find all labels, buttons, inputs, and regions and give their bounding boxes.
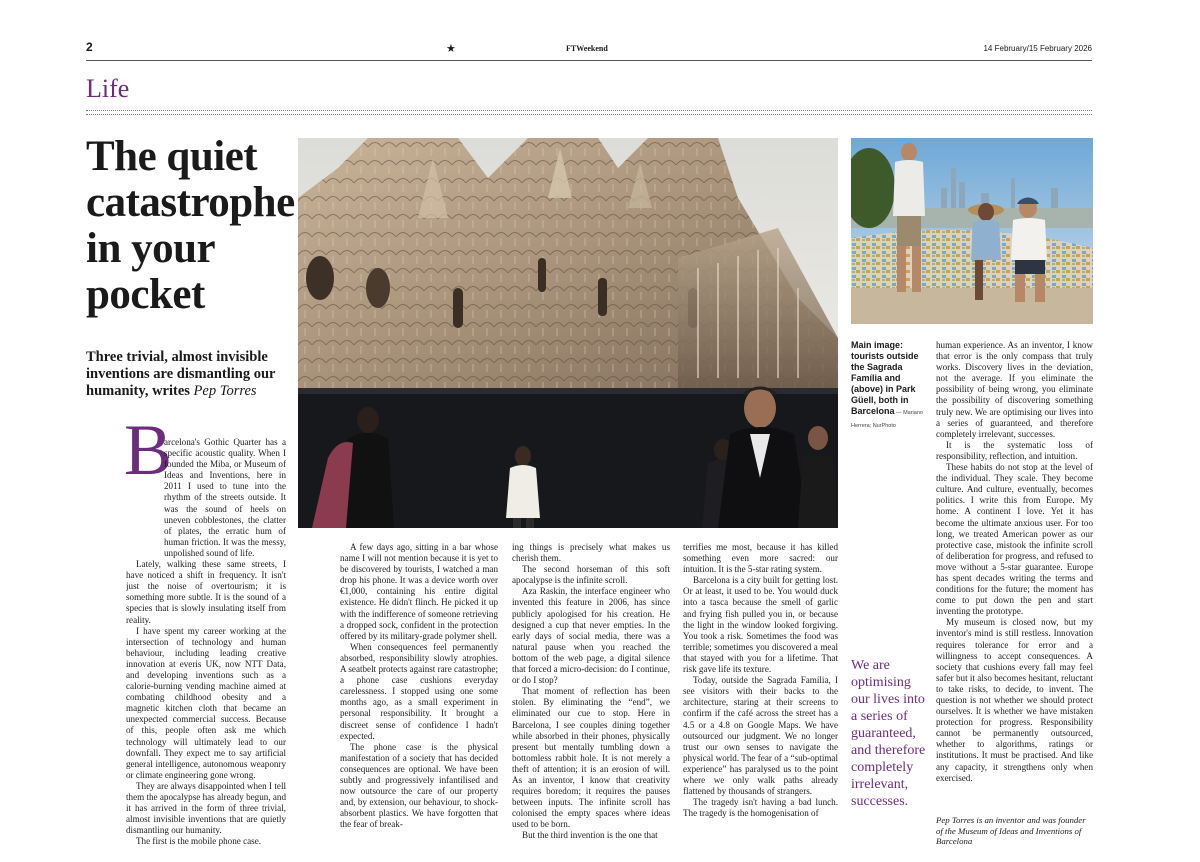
page-number: 2	[86, 40, 93, 54]
paragraph: I have spent my career working at the intersection of technology and human behaviour, including leading creative innovation at everis UK, now NTT Data, and developing inventions such as a calorie-burning vending machine aimed at combating childhood obesity and a magnetic kitchen cloth that became an unexpected commercial success. Because of this, people often ask me which technology will ultimately lead to our downfall. They expect me to say artificial general intelligence, autonomous weaponry or climate engineering gone wrong.	[126, 625, 286, 780]
paragraph: The tragedy isn't having a bad lunch. The tragedy is the homogenisation of	[683, 797, 838, 819]
star-icon: ★	[446, 43, 456, 55]
pull-quote: We are optimising our lives into a series of guaranteed, and therefore completely irrelevant, successes.	[851, 658, 926, 809]
column-5	[936, 340, 1093, 785]
column-1	[126, 437, 286, 847]
section-rule	[86, 110, 1092, 115]
photo-caption	[851, 340, 927, 432]
section-title: Life	[86, 74, 130, 103]
author-name: Pep Torres	[193, 383, 257, 399]
paragraph: Today, outside the Sagrada Família, I see visitors with their backs to the architecture, staring at their screens to confirm if the café across the street has a 4.5 or a 4.8 on Google Maps. We have outsourced our judgment. We no longer trust our own senses to navigate the physical world. The fear of a “sub-optimal experience” has paralysed us to the point where we only walk paths already flattened by thousands of strangers.	[683, 675, 838, 797]
column-2	[340, 542, 498, 848]
paragraph: ing things is precisely what makes us cherish them.	[512, 542, 670, 564]
paragraph: But the third invention is the one that	[522, 830, 658, 841]
park-guell-photo	[851, 138, 1093, 324]
paragraph: Lately, walking these same streets, I have noticed a shift in frequency. It isn't just the noise of overtourism; it is something more subtle. It is the sound of a species that is slowly insulating itself from reality.	[126, 559, 286, 625]
author-bio: Pep Torres is an inventor and was founder of the Museum of Ideas and Inventions of Barcelona	[936, 815, 1086, 846]
column-3	[512, 542, 670, 848]
photo-credit: — Mariano Herrera; NurPhoto	[851, 410, 923, 429]
paragraph: When consequences feel permanently absorbed, responsibility slowly atrophies. A seatbelt protects against rare catastrophe; a phone case cushions everyday carelessness. I stopped using one some months ago, as a small experiment in personal responsibility. It brought a discreet sense of confidence I hadn't expected.	[340, 641, 498, 741]
paragraph: Aza Raskin, the interface engineer who invented this feature in 2006, has since publicly apologised for his creation. He designed a cup that never empties. In the early days of social media, there was a natural pause when you reached the bottom of the web page, a digital silence that forced a micro-decision: do I continue, or do I stop?	[512, 586, 670, 686]
caption-text: Main image: tourists outside the Sagrada Família and (above) in Park Güell, both in Barcelona	[851, 340, 919, 416]
paragraph: The phone case is the physical manifestation of a society that has decided consequences are optional. We have been subtly and progressively infantilised and now outsource the care of our property and, by extension, our behaviour, to shock-absorbent plastics. We have forgotten that the fear of break-	[340, 741, 498, 830]
column-4	[683, 542, 838, 848]
paragraph: Barcelona is a city built for getting lost. Or at least, it used to be. You would duck into a tasca because the smell of garlic and frying fish pulled you in, or because the light in the window looked forgiving. You took a risk. Sometimes the food was terrible; sometimes you discovered a meal that stayed with you for a lifetime. That risk gave life its texture.	[683, 575, 838, 675]
standfirst-text: Three trivial, almost invisible inventions are dismantling our humanity, writes	[86, 349, 276, 399]
header-rule	[86, 60, 1092, 61]
standfirst	[86, 349, 286, 400]
paragraph: arcelona's Gothic Quarter has a specific acoustic quality. When I founded the Miba, or Museum of Ideas and Inventions, here in 2011 I used to tune into the rhythm of the streets outside. It was the sound of heels on uneven cobblestones, the clatter of plates, the erratic hum of human friction. It was the messy, unpolished sound of life.	[164, 437, 286, 558]
headline: The quiet catastrophe in your pocket	[86, 133, 295, 318]
issue-date: 14 February/15 February 2026	[983, 44, 1092, 53]
paragraph: The first is the mobile phone case.	[136, 836, 262, 847]
paragraph: These habits do not stop at the level of the individual. They scale. They become culture. And culture, eventually, becomes politics. I write this from Europe. My home. A continent I love. Yet it has become the ultimate anxious user. For too long, we treated American power as our protective case, mistook the infinite scroll of deliberation for progress, and refused to move without a 5-star guarantee. Europe has spent decades writing the terms and conditions for the future; the moment has come to put down the pen and start inventing the prototype.	[936, 462, 1093, 617]
paragraph: My museum is closed now, but my inventor's mind is still restless. Innovation requires tolerance for error and a willingness to accept consequences. A society that cushions every fall may feel safer but it also becomes hesitant, reluctant to take risks, to decide, to invent. The question is not whether we should protect ourselves. It is whether we have mistaken protection for progress. Responsibility cannot be permanently outsourced, whether to algorithms, ratings or institutions. It must be practised. And like any capacity, it strengthens only when exercised.	[936, 617, 1093, 783]
paragraph: human experience. As an inventor, I know that error is the only compass that truly works. Discovery lives in the deviation, not the average. If you eliminate the possibility of being wrong, you eliminate the possibility of discovering something truly new. We are optimising our lives into a series of guaranteed, and therefore completely irrelevant, successes.	[936, 340, 1093, 439]
paragraph: The second horseman of this soft apocalypse is the infinite scroll.	[512, 564, 670, 586]
paragraph: They are always disappointed when I tell them the apocalypse has already begun, and it has arrived in the form of three trivial, almost invisible inventions that are quietly dismantling our humanity.	[126, 780, 286, 836]
masthead: FTWeekend	[566, 44, 608, 53]
paragraph: A few days ago, sitting in a bar whose name I will not mention because it is yet to be discovered by tourists, I watched a man drop his phone. It was a device worth over €1,000, containing his entire digital existence. He didn't flinch. He picked it up with the indifference of someone retrieving a dropped sock, confident in the protection offered by its military-grade polymer shell.	[340, 542, 498, 641]
drop-cap: B	[124, 410, 173, 490]
main-photo	[298, 138, 838, 528]
paragraph: That moment of reflection has been stolen. By eliminating the “end”, we eliminated our cue to stop. Here in Barcelona, I see couples dining together while absorbed in their phones, physically present but mentally tumbling down a bottomless rabbit hole. It is not merely a theft of attention; it is an erosion of will. As an inventor, I know that creativity requires boredom; it requires the pauses between inputs. The infinite scroll has colonised the empty spaces where ideas used to be born.	[512, 686, 670, 830]
paragraph: It is the systematic loss of responsibility, reflection, and intuition.	[936, 439, 1093, 461]
paragraph: terrifies me most, because it has killed something even more sacred: our intuition. It is the 5-star rating system.	[683, 542, 838, 575]
